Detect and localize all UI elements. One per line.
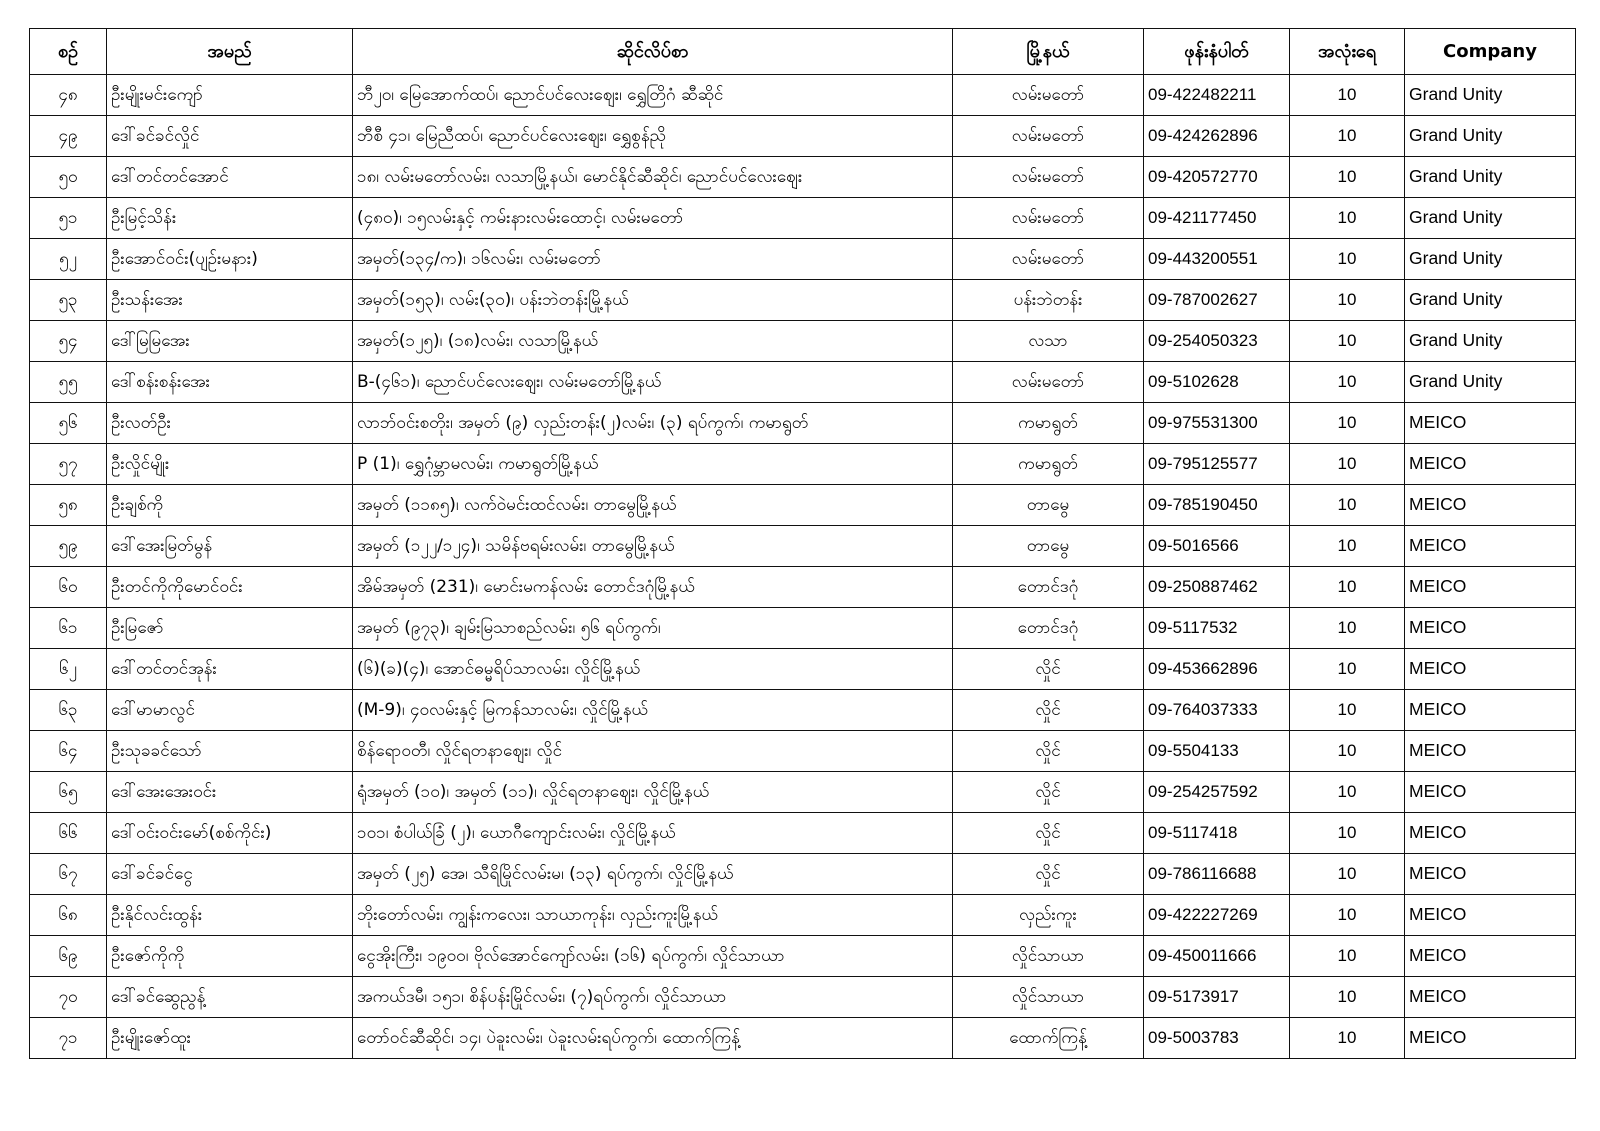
row-name: ဦးလှိုင်မျိုး: [107, 444, 353, 485]
row-quantity: 10: [1290, 772, 1405, 813]
row-township: တောင်ဒဂုံ: [953, 567, 1144, 608]
row-address: လာဘ်ဝင်းစတိုး၊ အမှတ် (၉) လှည်းတန်း(၂)လမ်း၊ (၃) ရပ်ကွက်၊ ကမာရွတ်: [353, 403, 953, 444]
row-number: ၆၀: [30, 567, 107, 608]
row-phone: 09-420572770: [1144, 157, 1290, 198]
row-township: လှိုင်: [953, 854, 1144, 895]
table-row: [30, 567, 1576, 608]
row-quantity: 10: [1290, 690, 1405, 731]
row-quantity: 10: [1290, 485, 1405, 526]
row-name: ဒေါ်စန်းစန်းအေး: [107, 362, 353, 403]
row-number: ၅၈: [30, 485, 107, 526]
row-name: ဦးချစ်ကို: [107, 485, 353, 526]
row-name: ဒေါ်အေးမြတ်မွန်: [107, 526, 353, 567]
row-address: အမှတ် (၂၅) အေ၊ သီရိမြိုင်လမ်းမ၊ (၁၃) ရပ်ကွက်၊ လှိုင်မြို့နယ်: [353, 854, 953, 895]
row-company: Grand Unity: [1405, 321, 1576, 362]
row-phone: 09-5016566: [1144, 526, 1290, 567]
row-phone: 09-5173917: [1144, 977, 1290, 1018]
row-township: လမ်းမတော်: [953, 75, 1144, 116]
table-row: [30, 280, 1576, 321]
row-township: လှိုင်: [953, 772, 1144, 813]
row-company: MEICO: [1405, 690, 1576, 731]
table-row: [30, 321, 1576, 362]
row-company: MEICO: [1405, 403, 1576, 444]
table-row: [30, 608, 1576, 649]
row-address: ဘိုးတော်လမ်း၊ ကျွန်းကလေး၊ သာယာကုန်း၊ လှည်းကူးမြို့နယ်: [353, 895, 953, 936]
table-row: [30, 731, 1576, 772]
row-phone: 09-975531300: [1144, 403, 1290, 444]
row-address: P (1)၊ ရွှေဂုံမ္ဘာမလမ်း၊ ကမာရွတ်မြို့နယ်: [353, 444, 953, 485]
row-township: တောင်ဒဂုံ: [953, 608, 1144, 649]
row-quantity: 10: [1290, 977, 1405, 1018]
table-row: [30, 936, 1576, 977]
row-quantity: 10: [1290, 362, 1405, 403]
row-name: ဦးတင်ကိုကိုမောင်ဝင်း: [107, 567, 353, 608]
row-number: ၅၀: [30, 157, 107, 198]
row-company: Grand Unity: [1405, 157, 1576, 198]
row-township: ကမာရွတ်: [953, 444, 1144, 485]
row-company: MEICO: [1405, 444, 1576, 485]
header-no: စဥ်: [30, 29, 107, 75]
table-row: [30, 977, 1576, 1018]
row-phone: 09-443200551: [1144, 239, 1290, 280]
row-company: Grand Unity: [1405, 280, 1576, 321]
document-sheet: [29, 28, 1575, 1059]
row-name: ဦးမျိုးဇော်ထူး: [107, 1018, 353, 1059]
row-address: အမှတ်(၁၅၃)၊ လမ်း(၃၀)၊ ပန်းဘဲတန်းမြို့နယ်: [353, 280, 953, 321]
row-township: လမ်းမတော်: [953, 157, 1144, 198]
table-row: [30, 690, 1576, 731]
table-body: [30, 75, 1576, 1059]
row-quantity: 10: [1290, 608, 1405, 649]
row-quantity: 10: [1290, 321, 1405, 362]
row-address: ဘီ၂၀၊ မြေအောက်ထပ်၊ ညောင်ပင်လေးဈေး၊ ရွှေတြိဂံ ဆီဆိုင်: [353, 75, 953, 116]
row-phone: 09-787002627: [1144, 280, 1290, 321]
row-phone: 09-424262896: [1144, 116, 1290, 157]
row-township: ထောက်ကြန့်: [953, 1018, 1144, 1059]
row-number: ၇၁: [30, 1018, 107, 1059]
table-row: [30, 813, 1576, 854]
row-address: (၄၈၀)၊ ၁၅လမ်းနှင့် ကမ်းနားလမ်းထောင့်၊ လမ်းမတော်: [353, 198, 953, 239]
row-address: B-(၄၆၁)၊ ညောင်ပင်လေးဈေး၊ လမ်းမတော်မြို့နယ်: [353, 362, 953, 403]
table-row: [30, 895, 1576, 936]
row-number: ၅၅: [30, 362, 107, 403]
table-row: [30, 239, 1576, 280]
row-company: Grand Unity: [1405, 75, 1576, 116]
row-phone: 09-422227269: [1144, 895, 1290, 936]
row-company: MEICO: [1405, 608, 1576, 649]
row-name: ဒေါ်တင်တင်အောင်: [107, 157, 353, 198]
header-company: Company: [1405, 29, 1576, 75]
row-phone: 09-254050323: [1144, 321, 1290, 362]
row-number: ၅၉: [30, 526, 107, 567]
row-township: ကမာရွတ်: [953, 403, 1144, 444]
row-company: MEICO: [1405, 936, 1576, 977]
row-company: MEICO: [1405, 1018, 1576, 1059]
row-phone: 09-795125577: [1144, 444, 1290, 485]
row-quantity: 10: [1290, 649, 1405, 690]
row-number: ၆၅: [30, 772, 107, 813]
header-phone: ဖုန်းနံပါတ်: [1144, 29, 1290, 75]
row-number: ၄၈: [30, 75, 107, 116]
row-phone: 09-5117532: [1144, 608, 1290, 649]
row-quantity: 10: [1290, 116, 1405, 157]
row-number: ၄၉: [30, 116, 107, 157]
row-number: ၆၁: [30, 608, 107, 649]
table-row: [30, 157, 1576, 198]
row-address: ဘီစီ ၄၁၊ မြေညီထပ်၊ ညောင်ပင်လေးဈေး၊ ရွှေစွန်ညို: [353, 116, 953, 157]
row-address: အကယ်ဒမီ၊ ၁၅၁၊ စိန်ပန်းမြိုင်လမ်း၊ (၇)ရပ်ကွက်၊ လှိုင်သာယာ: [353, 977, 953, 1018]
header-address: ဆိုင်လိပ်စာ: [353, 29, 953, 75]
table-row: [30, 75, 1576, 116]
row-phone: 09-421177450: [1144, 198, 1290, 239]
row-phone: 09-786116688: [1144, 854, 1290, 895]
row-name: ဒေါ်အေးအေးဝင်း: [107, 772, 353, 813]
row-name: ဦးမြဇော်: [107, 608, 353, 649]
row-quantity: 10: [1290, 239, 1405, 280]
row-address: အမှတ် (၁၂၂/၁၂၄)၊ သမိန်ဗရမ်းလမ်း၊ တာမွေမြို့နယ်: [353, 526, 953, 567]
row-name: ဦးအောင်ဝင်း(ပျဉ်းမနား): [107, 239, 353, 280]
row-company: MEICO: [1405, 813, 1576, 854]
row-quantity: 10: [1290, 731, 1405, 772]
row-address: ရုံအမှတ် (၁၀)၊ အမှတ် (၁၁)၊ လှိုင်ရတနာဈေး၊ လှိုင်မြို့နယ်: [353, 772, 953, 813]
row-name: ဒေါ်ခင်ခင်ငွေ: [107, 854, 353, 895]
row-company: Grand Unity: [1405, 198, 1576, 239]
row-company: MEICO: [1405, 731, 1576, 772]
row-quantity: 10: [1290, 198, 1405, 239]
row-township: လှိုင်: [953, 649, 1144, 690]
row-number: ၇၀: [30, 977, 107, 1018]
row-quantity: 10: [1290, 813, 1405, 854]
row-company: MEICO: [1405, 526, 1576, 567]
row-number: ၆၄: [30, 731, 107, 772]
row-phone: 09-453662896: [1144, 649, 1290, 690]
row-name: ဦးမျိုးမင်းကျော်: [107, 75, 353, 116]
row-address: တော်ဝင်ဆီဆိုင်၊ ၁၄၊ ပဲခူးလမ်း၊ ပဲခူးလမ်းရပ်ကွက်၊ ထောက်ကြန့်: [353, 1018, 953, 1059]
row-company: Grand Unity: [1405, 362, 1576, 403]
row-phone: 09-422482211: [1144, 75, 1290, 116]
row-address: အမှတ်(၁၂၅)၊ (၁၈)လမ်း၊ လသာမြို့နယ်: [353, 321, 953, 362]
row-township: တာမွေ: [953, 526, 1144, 567]
table-row: [30, 403, 1576, 444]
row-company: Grand Unity: [1405, 116, 1576, 157]
table-row: [30, 649, 1576, 690]
row-phone: 09-5102628: [1144, 362, 1290, 403]
row-number: ၆၂: [30, 649, 107, 690]
row-company: MEICO: [1405, 772, 1576, 813]
row-township: လှည်းကူး: [953, 895, 1144, 936]
row-township: တာမွေ: [953, 485, 1144, 526]
header-qty: အလုံးရေ: [1290, 29, 1405, 75]
row-quantity: 10: [1290, 895, 1405, 936]
row-quantity: 10: [1290, 567, 1405, 608]
row-number: ၅၃: [30, 280, 107, 321]
row-township: လှိုင်သာယာ: [953, 977, 1144, 1018]
row-address: အမှတ်(၁၃၄/က)၊ ၁၆လမ်း၊ လမ်းမတော်: [353, 239, 953, 280]
row-phone: 09-250887462: [1144, 567, 1290, 608]
table-row: [30, 1018, 1576, 1059]
row-name: ဒေါ်တင်တင်အုန်း: [107, 649, 353, 690]
row-company: MEICO: [1405, 854, 1576, 895]
row-address: ငွေအိုးကြီး၊ ၁၉၀၀၊ ဗိုလ်အောင်ကျော်လမ်း၊ (၁၆) ရပ်ကွက်၊ လှိုင်သာယာ: [353, 936, 953, 977]
row-phone: 09-450011666: [1144, 936, 1290, 977]
table-row: [30, 526, 1576, 567]
row-name: ဦးသုခခင်သော်: [107, 731, 353, 772]
row-company: MEICO: [1405, 485, 1576, 526]
row-phone: 09-764037333: [1144, 690, 1290, 731]
row-quantity: 10: [1290, 936, 1405, 977]
row-number: ၅၄: [30, 321, 107, 362]
row-township: လမ်းမတော်: [953, 116, 1144, 157]
row-township: ပန်းဘဲတန်း: [953, 280, 1144, 321]
row-quantity: 10: [1290, 854, 1405, 895]
header-township: မြို့နယ်: [953, 29, 1144, 75]
row-address: ၁၀၁၊ စံပါယ်ခြံ (၂)၊ ယောဂီကျောင်းလမ်း၊ လှိုင်မြို့နယ်: [353, 813, 953, 854]
row-address: အိမ်အမှတ် (231)၊ မောင်းမကန်လမ်း တောင်ဒဂုံမြို့နယ်: [353, 567, 953, 608]
table-row: [30, 362, 1576, 403]
row-phone: 09-254257592: [1144, 772, 1290, 813]
row-quantity: 10: [1290, 526, 1405, 567]
row-number: ၅၂: [30, 239, 107, 280]
row-address: (၆)(ခ)(၄)၊ အောင်ဓမ္မရိပ်သာလမ်း၊ လှိုင်မြို့နယ်: [353, 649, 953, 690]
table-row: [30, 444, 1576, 485]
row-number: ၅၆: [30, 403, 107, 444]
row-name: ဒေါ်ဝင်းဝင်းမော်(စစ်ကိုင်း): [107, 813, 353, 854]
row-quantity: 10: [1290, 403, 1405, 444]
row-name: ဒေါ်မြမြအေး: [107, 321, 353, 362]
row-address: (M-9)၊ ၄၀လမ်းနှင့် မြကန်သာလမ်း၊ လှိုင်မြို့နယ်: [353, 690, 953, 731]
table-row: [30, 485, 1576, 526]
row-company: MEICO: [1405, 895, 1576, 936]
row-address: အမှတ် (၉၇၃)၊ ချမ်းမြသာစည်လမ်း၊ ၅၆ ရပ်ကွက်၊: [353, 608, 953, 649]
row-name: ဦးမြင့်သိန်း: [107, 198, 353, 239]
dealer-table: [29, 28, 1576, 1059]
table-row: [30, 116, 1576, 157]
row-number: ၆၇: [30, 854, 107, 895]
table-row: [30, 772, 1576, 813]
row-number: ၆၃: [30, 690, 107, 731]
row-quantity: 10: [1290, 280, 1405, 321]
row-township: လှိုင်သာယာ: [953, 936, 1144, 977]
row-township: လမ်းမတော်: [953, 362, 1144, 403]
row-township: လှိုင်: [953, 731, 1144, 772]
row-number: ၆၉: [30, 936, 107, 977]
row-address: စိန်ရော၀တီ၊ လှိုင်ရတနာဈေး၊ လှိုင်: [353, 731, 953, 772]
row-quantity: 10: [1290, 75, 1405, 116]
row-company: MEICO: [1405, 567, 1576, 608]
row-number: ၆၆: [30, 813, 107, 854]
row-number: ၆၈: [30, 895, 107, 936]
row-township: လမ်းမတော်: [953, 239, 1144, 280]
row-name: ဒေါ်ခင်ဆွေညွန့်: [107, 977, 353, 1018]
row-township: လသာ: [953, 321, 1144, 362]
row-company: Grand Unity: [1405, 239, 1576, 280]
row-name: ဒေါ်ခင်ခင်လှိုင်: [107, 116, 353, 157]
row-township: လှိုင်: [953, 813, 1144, 854]
row-quantity: 10: [1290, 157, 1405, 198]
row-phone: 09-785190450: [1144, 485, 1290, 526]
table-header-row: [30, 29, 1576, 75]
row-name: ဒေါ်မာမာလွင်: [107, 690, 353, 731]
row-company: MEICO: [1405, 977, 1576, 1018]
row-number: ၅၁: [30, 198, 107, 239]
row-quantity: 10: [1290, 1018, 1405, 1059]
row-name: ဦးနိုင်လင်းထွန်း: [107, 895, 353, 936]
row-name: ဦးလတ်ဦး: [107, 403, 353, 444]
row-phone: 09-5003783: [1144, 1018, 1290, 1059]
row-township: လှိုင်: [953, 690, 1144, 731]
row-phone: 09-5504133: [1144, 731, 1290, 772]
table-row: [30, 198, 1576, 239]
row-township: လမ်းမတော်: [953, 198, 1144, 239]
row-company: MEICO: [1405, 649, 1576, 690]
row-phone: 09-5117418: [1144, 813, 1290, 854]
row-quantity: 10: [1290, 444, 1405, 485]
row-number: ၅၇: [30, 444, 107, 485]
header-name: အမည်: [107, 29, 353, 75]
table-row: [30, 854, 1576, 895]
row-name: ဦးသန်းအေး: [107, 280, 353, 321]
row-address: အမှတ် (၁၁၈၅)၊ လက်ဝဲမင်းထင်လမ်း၊ တာမွေမြို့နယ်: [353, 485, 953, 526]
row-name: ဦးဇော်ကိုကို: [107, 936, 353, 977]
row-address: ၁၈၊ လမ်းမတော်လမ်း၊ လသာမြို့နယ်၊ မောင်နိုင်ဆီဆိုင်၊ ညောင်ပင်လေးဈေး: [353, 157, 953, 198]
